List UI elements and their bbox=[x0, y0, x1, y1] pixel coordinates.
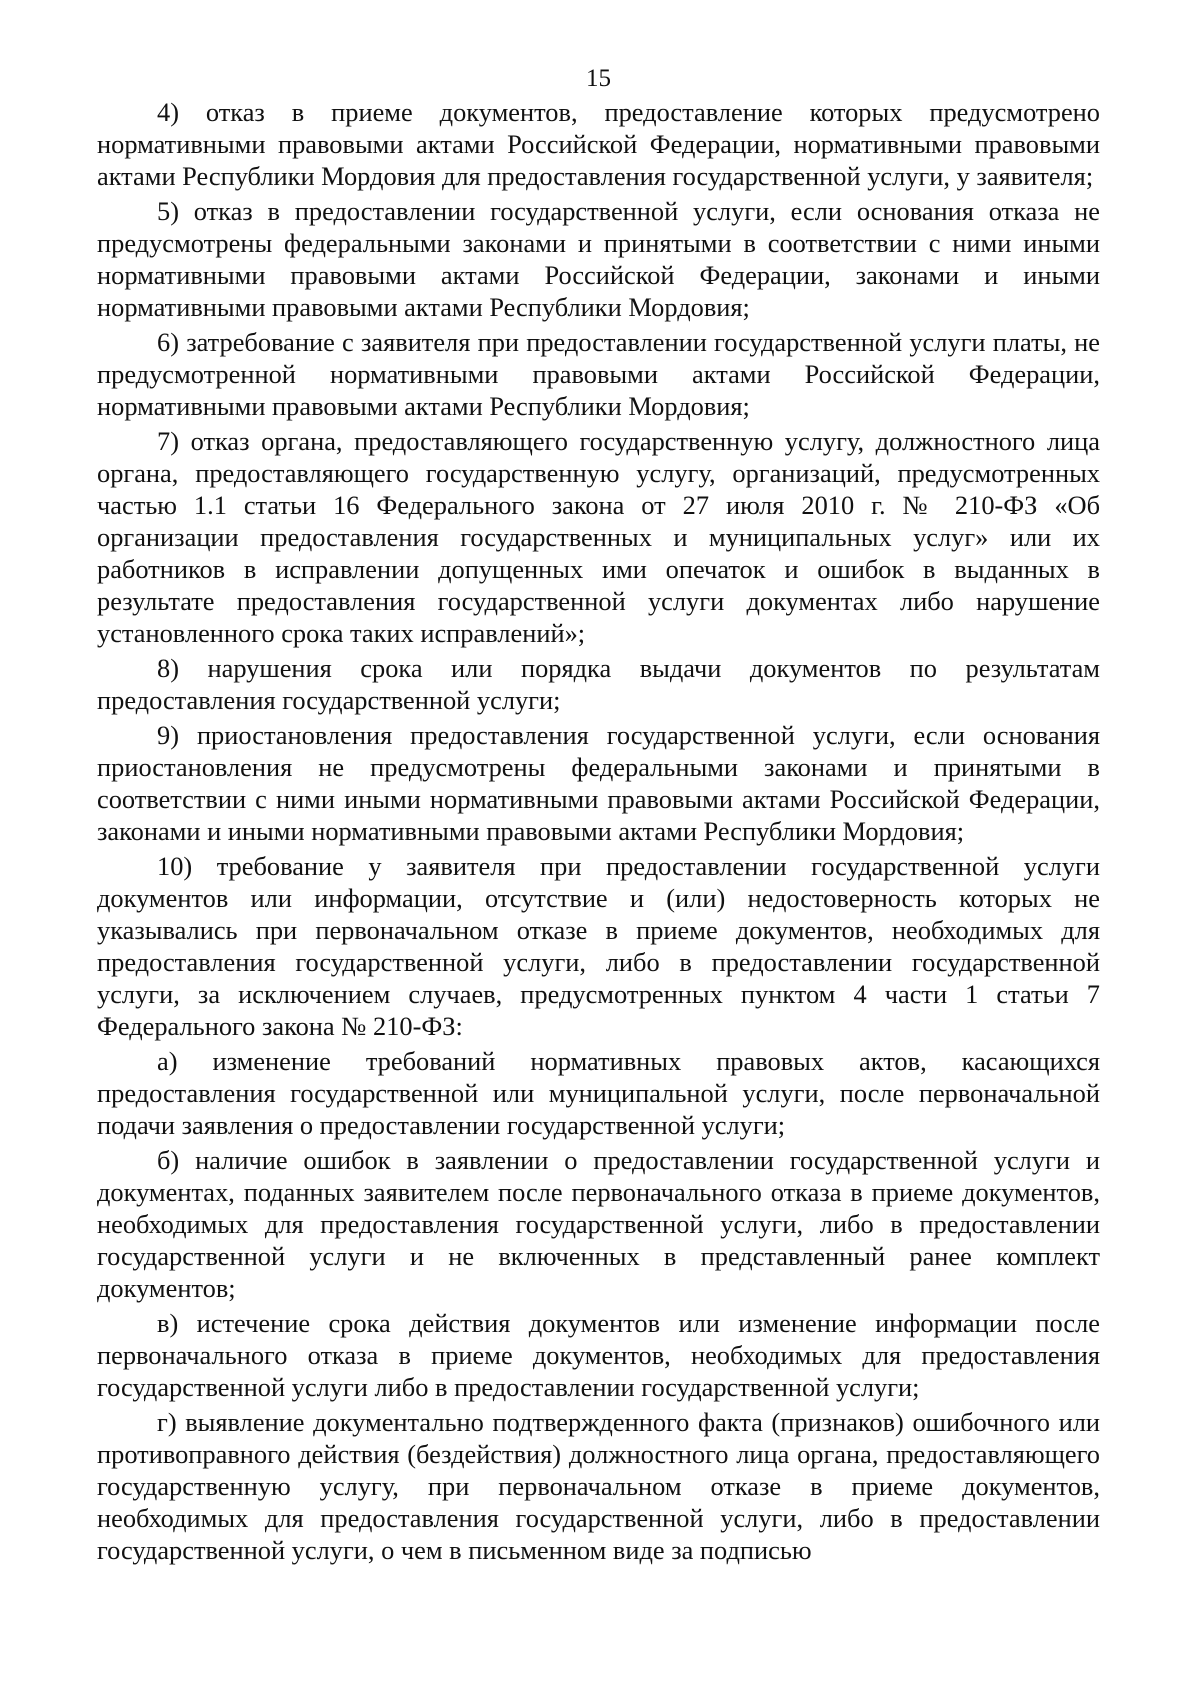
paragraph-item-9: 9) приостановления предоставления государственной услуги, если основания приостановления не предусмотрены федеральными законами и принятыми в соответствии с ними иными нормативными правовыми актами Российской Федерации, законами и иными нормативными правовыми актами Республики Мордовия; bbox=[97, 720, 1100, 846]
document-page bbox=[97, 66, 1100, 1569]
paragraph-subitem-g: г) выявление документально подтвержденного факта (признаков) ошибочного или противоправного действия (бездействия) должностного лица органа, предоставляющего государственную услугу, при первоначальном отказе в приеме документов, необходимых для предоставления государственной услуги, либо в предоставлении государственной услуги, о чем в письменном виде за подписью bbox=[97, 1407, 1100, 1565]
paragraph-subitem-a: а) изменение требований нормативных правовых актов, касающихся предоставления государственной или муниципальной услуги, после первоначальной подачи заявления о предоставлении государственной услуги; bbox=[97, 1046, 1100, 1140]
paragraph-subitem-b: б) наличие ошибок в заявлении о предоставлении государственной услуги и документах, поданных заявителем после первоначального отказа в приеме документов, необходимых для предоставления государственной услуги, либо в предоставлении государственной услуги и не включенных в представленный ранее комплект документов; bbox=[97, 1145, 1100, 1303]
paragraph-item-4: 4) отказ в приеме документов, предоставление которых предусмотрено нормативными правовыми актами Российской Федерации, нормативными правовыми актами Республики Мордовия для предоставления государственной услуги, у заявителя; bbox=[97, 97, 1100, 191]
paragraph-item-5: 5) отказ в предоставлении государственной услуги, если основания отказа не предусмотрены федеральными законами и принятыми в соответствии с ними иными нормативными правовыми актами Российской Федерации, законами и иными нормативными правовыми актами Республики Мордовия; bbox=[97, 196, 1100, 322]
paragraph-item-10: 10) требование у заявителя при предоставлении государственной услуги документов или информации, отсутствие и (или) недостоверность которых не указывались при первоначальном отказе в приеме документов, необходимых для предоставления государственной услуги, либо в предоставлении государственной услуги, за исключением случаев, предусмотренных пунктом 4 части 1 статьи 7 Федерального закона № 210-ФЗ: bbox=[97, 851, 1100, 1041]
paragraph-subitem-v: в) истечение срока действия документов или изменение информации после первоначального отказа в приеме документов, необходимых для предоставления государственной услуги либо в предоставлении государственной услуги; bbox=[97, 1308, 1100, 1402]
page-number: 15 bbox=[586, 65, 611, 92]
paragraph-item-6: 6) затребование с заявителя при предоставлении государственной услуги платы, не предусмотренной нормативными правовыми актами Российской Федерации, нормативными правовыми актами Республики Мордовия; bbox=[97, 327, 1100, 421]
paragraph-item-8: 8) нарушения срока или порядка выдачи документов по результатам предоставления государственной услуги; bbox=[97, 653, 1100, 715]
paragraph-item-7: 7) отказ органа, предоставляющего государственную услугу, должностного лица органа, предоставляющего государственную услугу, организаций, предусмотренных частью 1.1 статьи 16 Федерального закона от 27 июля 2010 г. № 210-ФЗ «Об организации предоставления государственных и муниципальных услуг» или их работников в исправлении допущенных ими опечаток и ошибок в выданных в результате предоставления государственной услуги документах либо нарушение установленного срока таких исправлений»; bbox=[97, 426, 1100, 648]
